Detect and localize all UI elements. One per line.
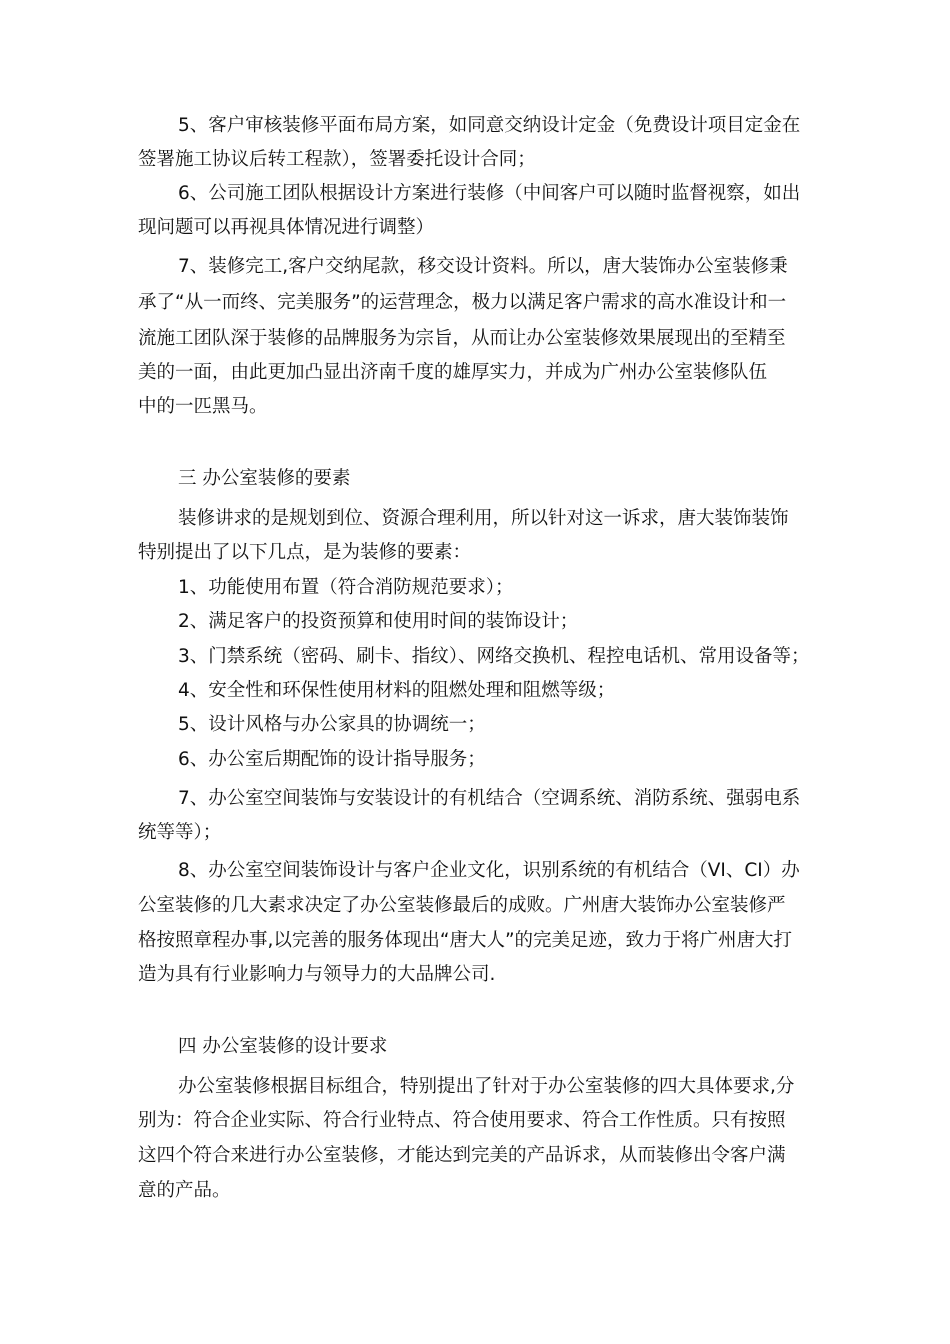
list-item: 2、满足客户的投资预算和使用时间的装饰设计；	[178, 611, 579, 632]
paragraph-line: 特别提出了以下几点，是为装修的要素：	[138, 542, 472, 563]
paragraph-line: 7、装修完工,客户交纳尾款，移交设计资料。所以，唐大装饰办公室装修秉	[178, 256, 788, 277]
paragraph-line: 现问题可以再视具体情况进行调整）	[138, 217, 435, 238]
list-item: 1、功能使用布置（符合消防规范要求）；	[178, 577, 514, 598]
list-item: 3、门禁系统（密码、刷卡、指纹）、网络交换机、程控电话机、常用设备等；	[178, 646, 810, 667]
paragraph-line: 5、客户审核装修平面布局方案，如同意交纳设计定金（免费设计项目定金在	[178, 115, 801, 136]
paragraph-line: 装修讲求的是规划到位、资源合理利用，所以针对这一诉求，唐大装饰装饰	[178, 508, 789, 529]
paragraph-line: 格按照章程办事,以完善的服务体现出“唐大人”的完美足迹，致力于将广州唐大打	[138, 930, 793, 951]
paragraph-line: 承了“从一而终、完美服务”的运营理念，极力以满足客户需求的高水准设计和一	[138, 292, 787, 313]
list-item: 5、设计风格与办公家具的协调统一；	[178, 714, 486, 735]
paragraph-line: 造为具有行业影响力与领导力的大品牌公司.	[138, 964, 496, 985]
list-item: 7、办公室空间装饰与安装设计的有机结合（空调系统、消防系统、强弱电系	[178, 788, 801, 809]
list-item: 4、安全性和环保性使用材料的阻燃处理和阻燃等级；	[178, 680, 616, 701]
paragraph-line: 签署施工协议后转工程款），签署委托设计合同；	[138, 149, 536, 170]
paragraph-line: 流施工团队深于装修的品牌服务为宗旨，从而让办公室装修效果展现出的至精至	[138, 328, 786, 349]
list-item: 8、办公室空间装饰设计与客户企业文化，识别系统的有机结合（VI、CI）办	[178, 860, 800, 881]
paragraph-line: 意的产品。	[138, 1180, 231, 1201]
paragraph-line: 中的一匹黑马。	[138, 396, 268, 417]
paragraph-line: 办公室装修根据目标组合，特别提出了针对于办公室装修的四大具体要求,分	[178, 1076, 795, 1097]
list-item: 6、办公室后期配饰的设计指导服务；	[178, 749, 486, 770]
paragraph-line: 这四个符合来进行办公室装修，才能达到完美的产品诉求，从而装修出令客户满	[138, 1145, 786, 1166]
paragraph-line: 公室装修的几大素求决定了办公室装修最后的成败。广州唐大装饰办公室装修严	[138, 895, 786, 916]
paragraph-line: 统等等）；	[138, 822, 222, 843]
section-heading: 四 办公室装修的设计要求	[178, 1036, 388, 1057]
paragraph-line: 别为：符合企业实际、符合行业特点、符合使用要求、符合工作性质。只有按照	[138, 1110, 786, 1131]
paragraph-line: 美的一面，由此更加凸显出济南千度的雄厚实力，并成为广州办公室装修队伍	[138, 362, 768, 383]
paragraph-line: 6、公司施工团队根据设计方案进行装修（中间客户可以随时监督视察，如出	[178, 183, 801, 204]
section-heading: 三 办公室装修的要素	[178, 468, 351, 489]
